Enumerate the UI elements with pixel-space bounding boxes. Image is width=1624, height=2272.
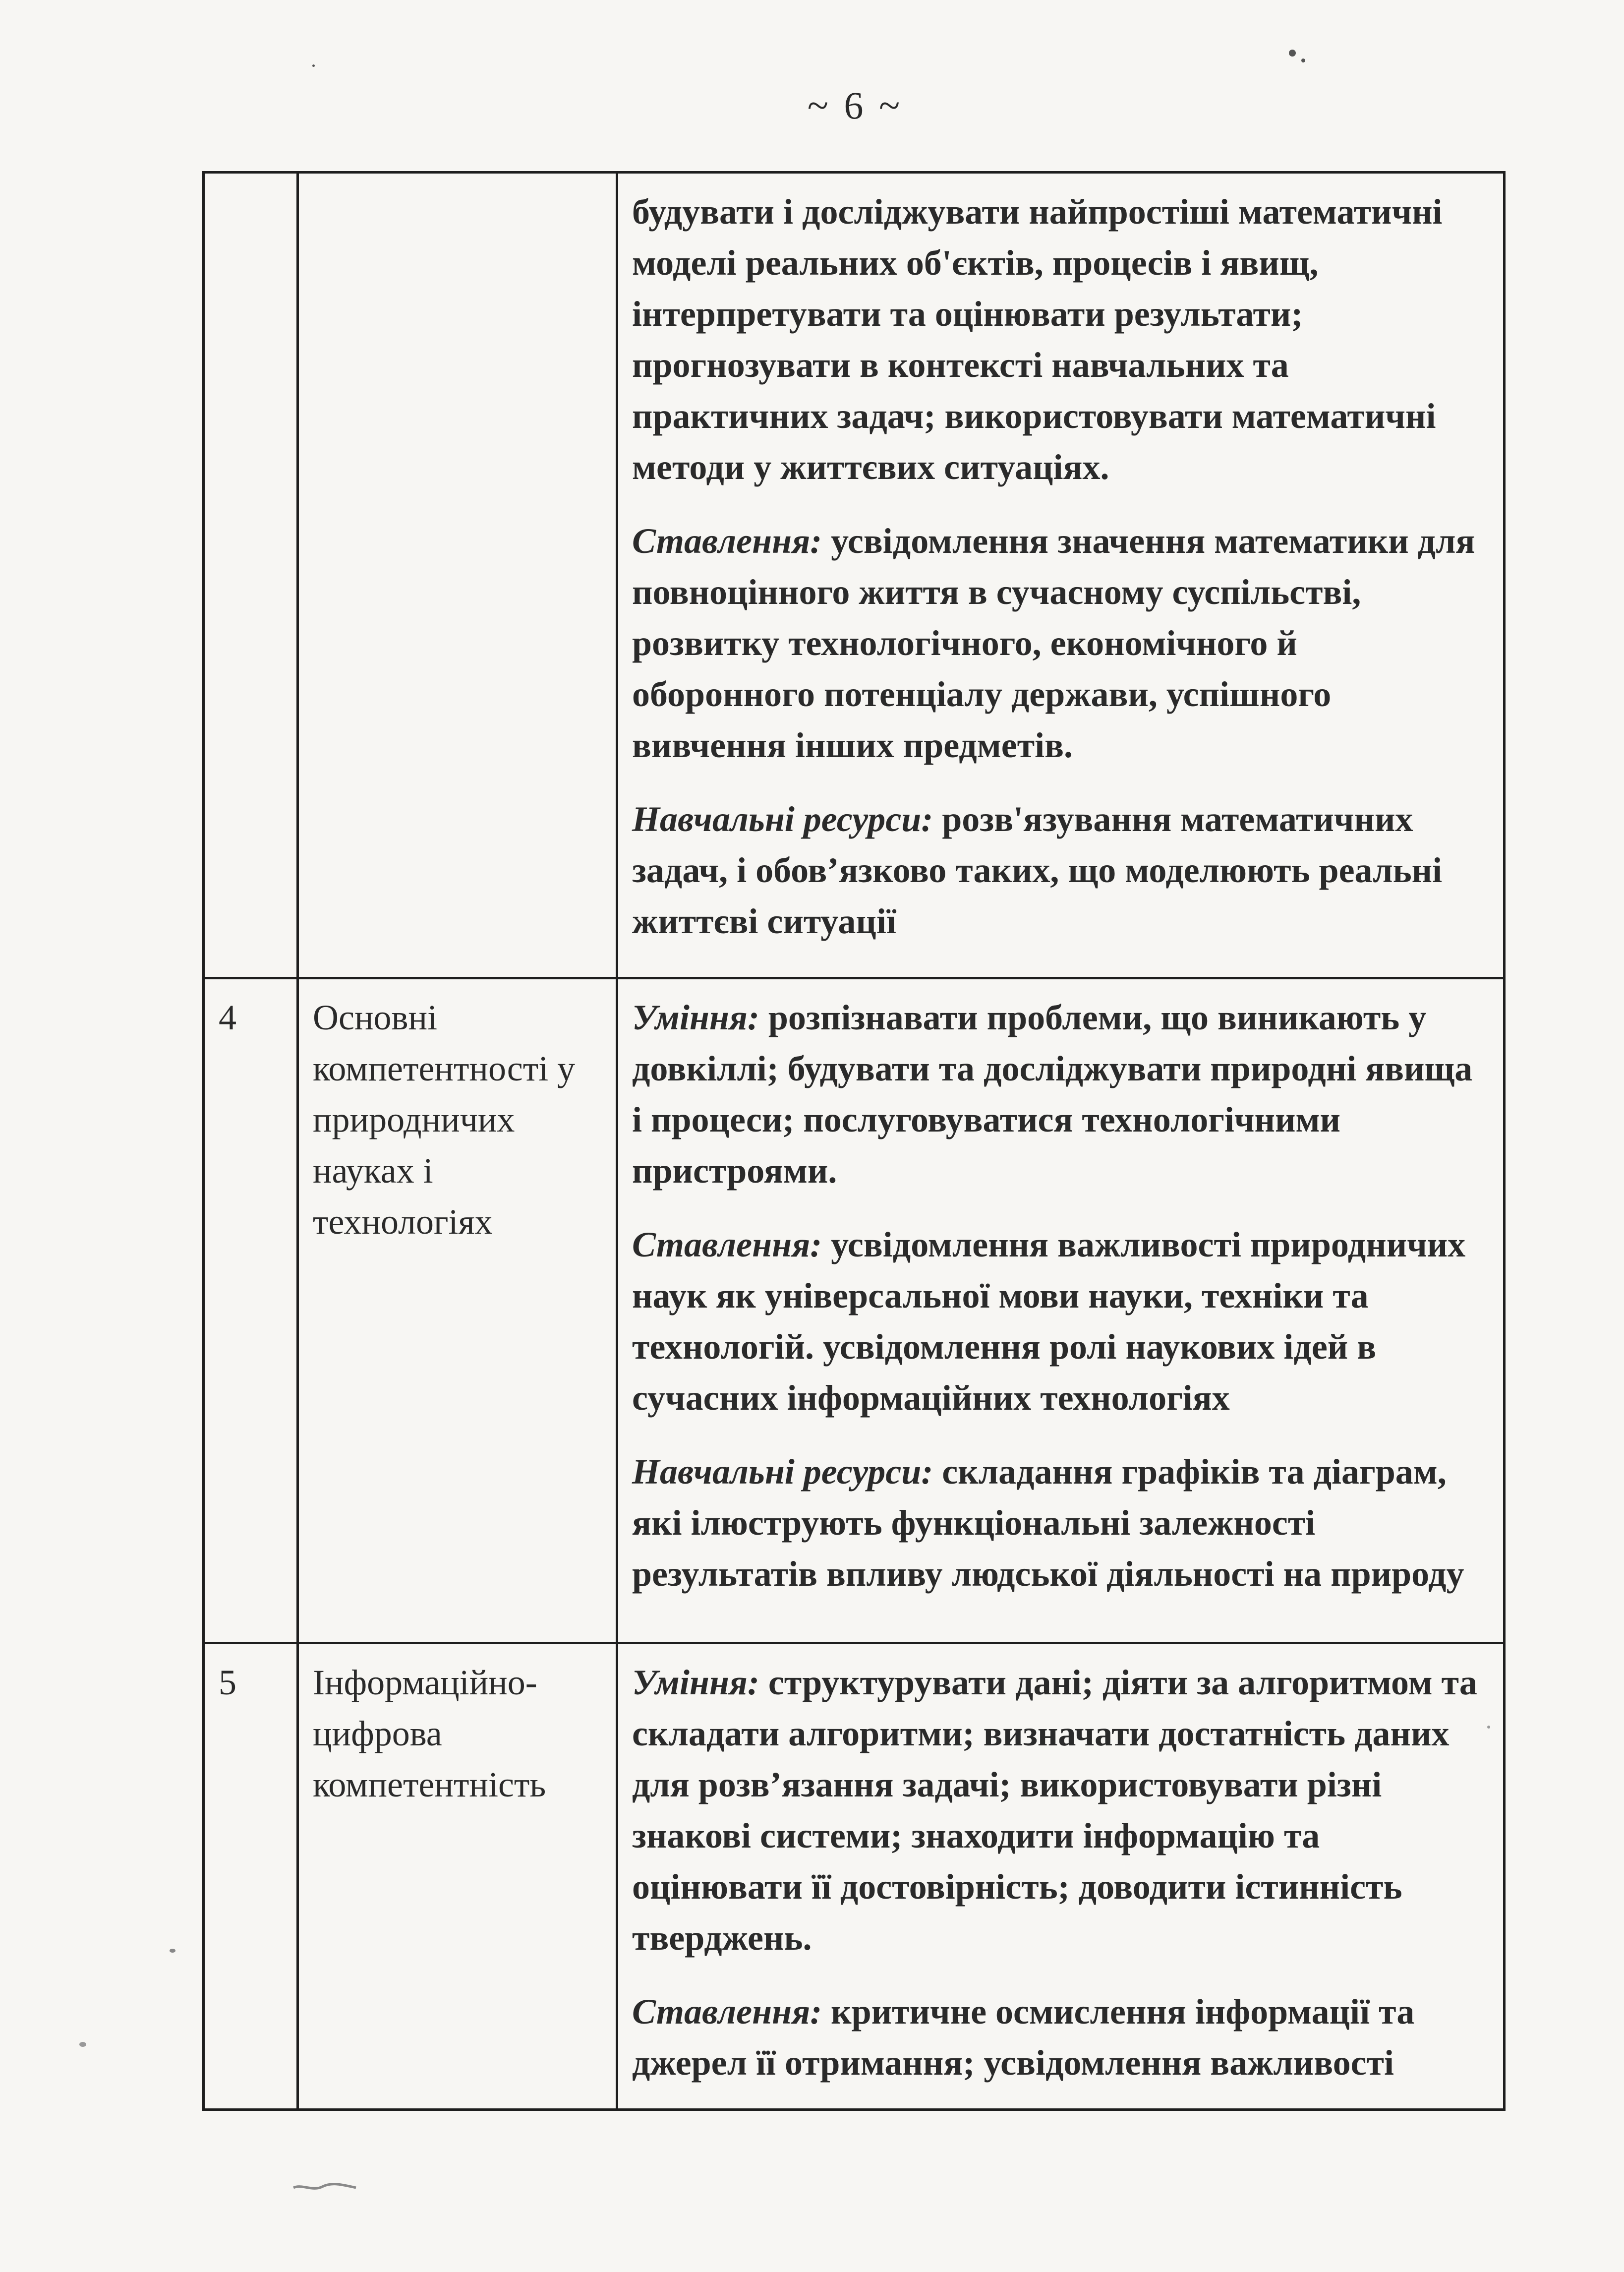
row-number: 5 xyxy=(204,1643,298,2110)
paragraph-text: критичне осмислення інформації та джерел її отримання; усвідомлення важливості xyxy=(632,1992,1415,2083)
competence-name xyxy=(298,173,617,978)
paragraph-label: Ставлення: xyxy=(632,1992,822,2032)
description-paragraph xyxy=(632,1986,1488,2089)
paragraph-label: Навчальні ресурси: xyxy=(632,799,933,839)
paragraph-text: розпізнавати проблеми, що виникають у довкіллі; будувати та досліджувати природні явища і процеси; послуговуватися технологічними пристроями. xyxy=(632,998,1473,1191)
description-paragraph xyxy=(632,1446,1488,1600)
scan-speck xyxy=(1301,59,1305,62)
page-number: ~ 6 ~ xyxy=(807,84,903,127)
competence-table xyxy=(202,171,1506,2111)
description-paragraph xyxy=(632,794,1488,947)
competence-description xyxy=(617,173,1505,978)
table-row xyxy=(204,978,1505,1643)
competence-description xyxy=(617,1643,1505,2110)
paragraph-label: Уміння: xyxy=(632,1663,759,1702)
row-number xyxy=(204,173,298,978)
scan-smudge xyxy=(292,2174,357,2185)
scan-speck xyxy=(79,2042,86,2047)
paragraph-label: Уміння: xyxy=(632,998,759,1037)
description-paragraph xyxy=(632,1219,1488,1424)
description-paragraph xyxy=(632,516,1488,771)
scan-speck xyxy=(1289,50,1296,57)
scan-speck xyxy=(312,64,315,67)
table-row xyxy=(204,173,1505,978)
competence-description xyxy=(617,978,1505,1643)
scan-speck xyxy=(170,1949,175,1953)
paragraph-label: Ставлення: xyxy=(632,521,822,561)
paragraph-text: структурувати дані; діяти за алгоритмом та складати алгоритми; визначати достатність даних для розв’язання задачі; використовувати різні знакові системи; знаходити інформацію та оцінювати її достовірність; доводити істинність тверджень. xyxy=(632,1663,1477,1958)
description-paragraph xyxy=(632,1657,1488,1964)
competence-name: Інформаційно-цифрова компетентність xyxy=(298,1643,617,2110)
paragraph-text: складання графіків та діаграм, які ілюструють функціональні залежності результатів впливу людської діяльності на природу xyxy=(632,1452,1464,1594)
description-paragraph xyxy=(632,992,1488,1196)
paragraph-text: будувати і досліджувати найпростіші математичні моделі реальних об'єктів, процесів і явищ, інтерпретувати та оцінювати результати; прогнозувати в контексті навчальних та практичних задач; використовувати математичні методи у життєвих ситуаціях. xyxy=(632,192,1443,487)
table-row xyxy=(204,1643,1505,2110)
competence-name: Основні компетентності у природничих науках і технологіях xyxy=(298,978,617,1643)
paragraph-label: Ставлення: xyxy=(632,1225,822,1264)
paragraph-label: Навчальні ресурси: xyxy=(632,1452,933,1492)
paragraph-text: усвідомлення важливості природничих наук як універсальної мови науки, техніки та технологій. усвідомлення ролі наукових ідей в сучасних інформаційних технологіях xyxy=(632,1225,1466,1418)
description-paragraph xyxy=(632,186,1488,493)
row-number: 4 xyxy=(204,978,298,1643)
paragraph-text: розв'язування математичних задач, і обов’язково таких, що моделюють реальні життєві ситуації xyxy=(632,799,1443,941)
paragraph-text: усвідомлення значення математики для повноцінного життя в сучасному суспільстві, розвитку технологічного, економічного й оборонного потенціалу держави, успішного вивчення інших предметів. xyxy=(632,521,1475,765)
